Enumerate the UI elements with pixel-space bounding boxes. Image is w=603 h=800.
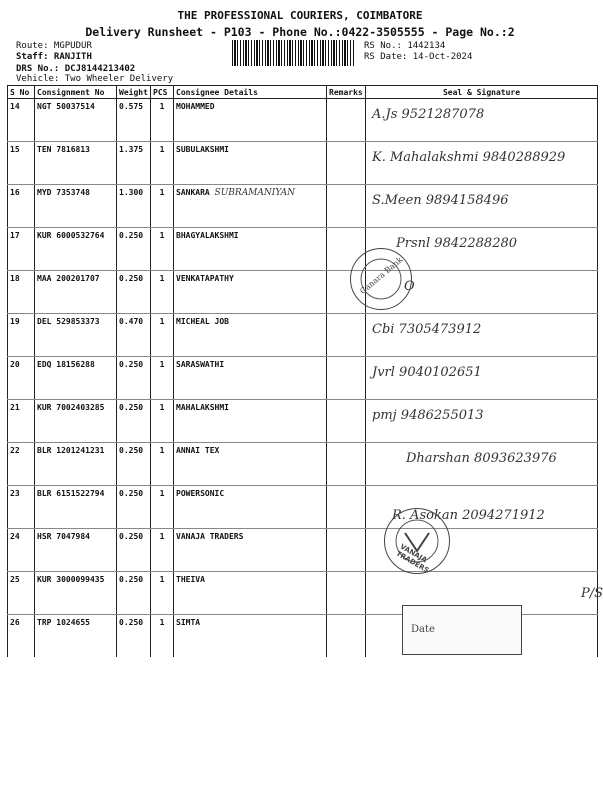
row-weight: 0.250 <box>117 400 151 443</box>
row-consignee: MAHALAKSHMI <box>174 400 327 443</box>
row-consignment: TEN 7816813 <box>35 142 117 185</box>
rs-number: RS No.: 1442134 <box>364 41 446 51</box>
row-consignee: VANAJA TRADERS <box>174 529 327 572</box>
row-pcs: 1 <box>151 486 174 529</box>
row-pcs: 1 <box>151 271 174 314</box>
vanaja-stamp <box>384 508 450 574</box>
row-signature: pmj 9486255013 <box>372 408 484 423</box>
row-remarks <box>327 443 366 486</box>
runsheet-subtitle: Delivery Runsheet - P103 - Phone No.:0422-3505555 - Page No.:2 <box>85 25 515 39</box>
table-row <box>8 443 598 486</box>
row-consignee: SARASWATHI <box>174 357 327 400</box>
row-consignment: MAA 200201707 <box>35 271 117 314</box>
row-consignment: MYD 7353748 <box>35 185 117 228</box>
row-pcs: 1 <box>151 185 174 228</box>
row-sno: 26 <box>8 615 35 658</box>
row-signature: S.Meen 9894158496 <box>372 193 509 208</box>
col-header-weight: Weight <box>117 86 151 99</box>
row-consignee: MICHEAL JOB <box>174 314 327 357</box>
barcode-image <box>232 40 354 66</box>
row-weight: 0.250 <box>117 271 151 314</box>
row-consignment: KUR 3000099435 <box>35 572 117 615</box>
table-row <box>8 357 598 400</box>
row-remarks <box>327 99 366 142</box>
table-row <box>8 185 598 228</box>
row-consignee: ANNAI TEX <box>174 443 327 486</box>
row-consignee: SUBULAKSHMI <box>174 142 327 185</box>
row-remarks <box>327 400 366 443</box>
row-sno: 22 <box>8 443 35 486</box>
row-signature: Prsnl 9842288280 <box>396 236 518 251</box>
col-header-sno: S No <box>8 86 35 99</box>
row-remarks <box>327 572 366 615</box>
row-signature: O <box>404 279 415 294</box>
table-row <box>8 271 598 314</box>
row-weight: 0.250 <box>117 529 151 572</box>
row-signature-cell <box>366 99 598 142</box>
row-consignment: KUR 7002403285 <box>35 400 117 443</box>
row-consignment: DEL 529853373 <box>35 314 117 357</box>
row-sno: 25 <box>8 572 35 615</box>
row-signature: K. Mahalakshmi 9840288929 <box>372 150 566 165</box>
row-signature: R. Asokan 2094271912 <box>392 508 545 523</box>
row-pcs: 1 <box>151 228 174 271</box>
row-signature-cell <box>366 142 598 185</box>
row-signature: P/S <box>581 586 603 601</box>
row-sno: 24 <box>8 529 35 572</box>
delivery-table <box>7 85 603 657</box>
col-header-signature: Seal & Signature <box>366 86 598 99</box>
staff-label: Staff: RANJITH <box>16 52 92 62</box>
row-remarks <box>327 357 366 400</box>
date-label: Date <box>411 624 435 635</box>
row-sno: 23 <box>8 486 35 529</box>
row-sno: 20 <box>8 357 35 400</box>
bank-stamp <box>350 248 412 310</box>
route-label: Route: MGPUDUR <box>16 41 92 51</box>
row-signature: Cbi 7305473912 <box>372 322 482 337</box>
row-consignee: POWERSONIC <box>174 486 327 529</box>
row-signature-cell <box>366 357 598 400</box>
row-weight: 0.250 <box>117 357 151 400</box>
row-remarks <box>327 314 366 357</box>
row-weight: 0.250 <box>117 615 151 658</box>
row-consignee: THEIVA <box>174 572 327 615</box>
col-header-consignment: Consignment No <box>35 86 117 99</box>
row-consignment: BLR 1201241231 <box>35 443 117 486</box>
row-signature: A.Js 9521287078 <box>372 107 485 122</box>
row-consignment: BLR 6151522794 <box>35 486 117 529</box>
row-consignment: EDQ 18156288 <box>35 357 117 400</box>
row-consignee: SIMTA <box>174 615 327 658</box>
rs-date: RS Date: 14-Oct-2024 <box>364 52 473 62</box>
table-row <box>8 400 598 443</box>
row-remarks <box>327 185 366 228</box>
col-header-pcs: PCS <box>151 86 174 99</box>
drs-number: DRS No.: DCJ8144213402 <box>16 64 136 74</box>
row-sno: 18 <box>8 271 35 314</box>
row-pcs: 1 <box>151 615 174 658</box>
row-pcs: 1 <box>151 357 174 400</box>
row-weight: 0.250 <box>117 572 151 615</box>
row-signature-cell <box>366 443 598 486</box>
row-consignee: MOHAMMED <box>174 99 327 142</box>
table-row <box>8 314 598 357</box>
row-weight: 1.300 <box>117 185 151 228</box>
table-row <box>8 486 598 529</box>
row-consignee-handwritten: SUBRAMANIYAN <box>214 188 295 198</box>
row-pcs: 1 <box>151 400 174 443</box>
row-consignee-cell <box>174 185 327 228</box>
row-sno: 17 <box>8 228 35 271</box>
table-row <box>8 228 598 271</box>
col-header-remarks: Remarks <box>327 86 366 99</box>
vanaja-stamp-text: VANAJA TRADERS <box>394 542 431 575</box>
row-pcs: 1 <box>151 314 174 357</box>
row-pcs: 1 <box>151 99 174 142</box>
row-weight: 0.250 <box>117 486 151 529</box>
row-weight: 0.250 <box>117 443 151 486</box>
row-sno: 16 <box>8 185 35 228</box>
row-consignee: VENKATAPATHY <box>174 271 327 314</box>
row-pcs: 1 <box>151 572 174 615</box>
row-sno: 19 <box>8 314 35 357</box>
row-weight: 1.375 <box>117 142 151 185</box>
company-title: THE PROFESSIONAL COURIERS, COIMBATORE <box>177 9 423 22</box>
row-consignment: NGT 50037514 <box>35 99 117 142</box>
row-signature: Dharshan 8093623976 <box>406 451 557 466</box>
row-signature-cell <box>366 185 598 228</box>
row-pcs: 1 <box>151 142 174 185</box>
table-header-row <box>8 86 598 99</box>
row-remarks <box>327 529 366 572</box>
row-sno: 15 <box>8 142 35 185</box>
table-row <box>8 529 598 572</box>
table-row <box>8 142 598 185</box>
row-pcs: 1 <box>151 529 174 572</box>
vehicle-label: Vehicle: Two Wheeler Delivery <box>16 74 174 84</box>
row-consignment: TRP 1024655 <box>35 615 117 658</box>
row-sno: 21 <box>8 400 35 443</box>
row-signature: Jvrl 9040102651 <box>372 365 482 380</box>
row-weight: 0.250 <box>117 228 151 271</box>
row-remarks <box>327 615 366 658</box>
row-sno: 14 <box>8 99 35 142</box>
row-consignment: HSR 7047984 <box>35 529 117 572</box>
row-remarks <box>327 486 366 529</box>
row-pcs: 1 <box>151 443 174 486</box>
row-weight: 0.575 <box>117 99 151 142</box>
row-consignment: KUR 6000532764 <box>35 228 117 271</box>
bank-stamp-text: Canara Bank <box>358 255 405 296</box>
row-signature-cell <box>366 400 598 443</box>
row-signature-cell <box>366 314 598 357</box>
row-consignee: SANKARA <box>176 188 210 197</box>
row-weight: 0.470 <box>117 314 151 357</box>
col-header-consignee: Consignee Details <box>174 86 327 99</box>
date-stamp-box <box>402 605 522 655</box>
row-consignee: BHAGYALAKSHMI <box>174 228 327 271</box>
table-row <box>8 99 598 142</box>
row-remarks <box>327 142 366 185</box>
